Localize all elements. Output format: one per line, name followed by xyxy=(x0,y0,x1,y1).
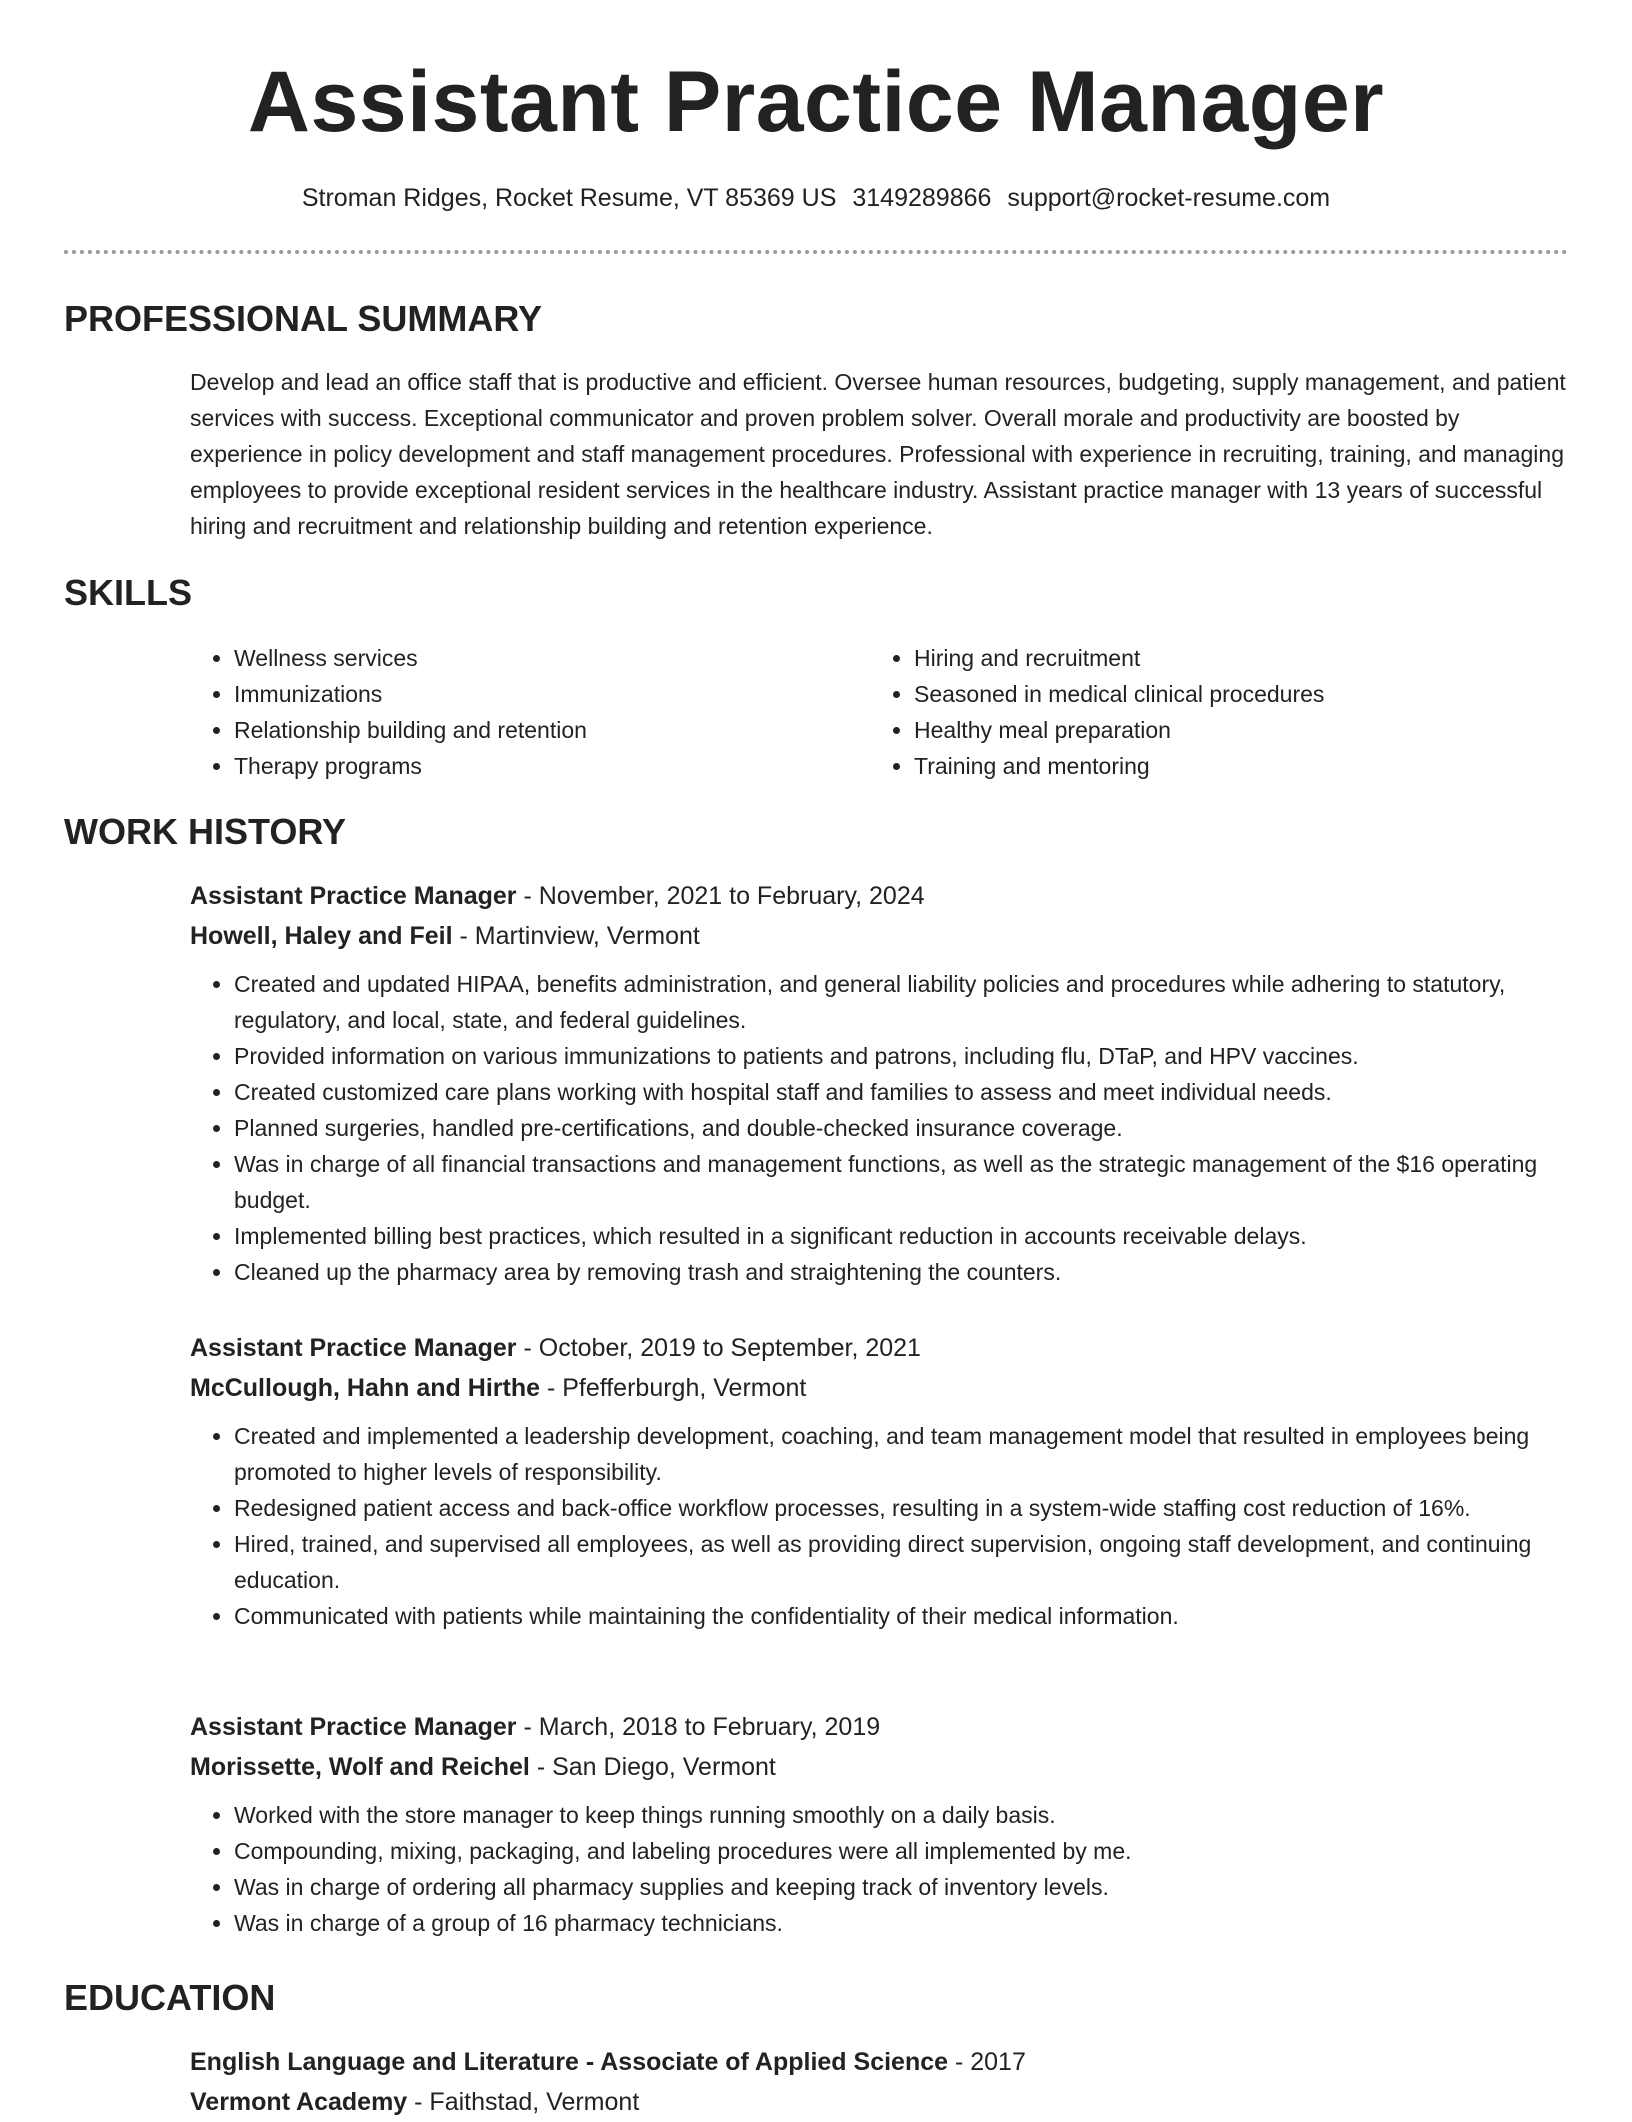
job-bullet: • Created customized care plans working with hospital staff and families to assess and meet individual needs. xyxy=(234,1074,1570,1110)
job-bullet: • Worked with the store manager to keep things running smoothly on a daily basis. xyxy=(234,1797,1570,1833)
header-divider xyxy=(64,250,1568,254)
skill-item: • Healthy meal preparation xyxy=(914,712,1550,748)
job-entry xyxy=(190,1328,1570,1634)
section-title-skills: SKILLS xyxy=(64,572,193,613)
job-company: Morissette, Wolf and Reichel xyxy=(190,1753,530,1781)
job-company-line xyxy=(190,1747,1570,1787)
summary-text: Develop and lead an office staff that is productive and efficient. Oversee human resources, budgeting, supply management, and patient services with success. Exceptional communicator and proven problem solver. Overall morale and productivity are boosted by experience in policy development and staff management procedures. Professional with experience in recruiting, training, and managing employees to provide exceptional resident services in the healthcare industry. Assistant practice manager with 13 years of successful hiring and recruitment and relationship building and retention experience. xyxy=(190,369,1566,539)
skills-column-right xyxy=(870,640,1550,784)
job-dates: - October, 2019 to September, 2021 xyxy=(516,1334,921,1362)
contact-address: Stroman Ridges, Rocket Resume, VT 85369 US xyxy=(301,184,837,212)
job-bullets xyxy=(190,966,1570,1290)
skill-item: • Hiring and recruitment xyxy=(914,640,1550,676)
skill-item: • Immunizations xyxy=(234,676,870,712)
skill-item: • Training and mentoring xyxy=(914,748,1550,784)
job-company-line xyxy=(190,1368,1570,1408)
skill-item: • Wellness services xyxy=(234,640,870,676)
section-title-work: WORK HISTORY xyxy=(64,811,347,852)
education-school-line xyxy=(190,2082,1570,2122)
job-bullet: • Hired, trained, and supervised all employees, as well as providing direct supervision, ongoing staff development, and continuing education. xyxy=(234,1526,1570,1598)
education-school: Vermont Academy xyxy=(190,2088,408,2116)
contact-phone: 3149289866 xyxy=(852,184,992,212)
skill-item: • Relationship building and retention xyxy=(234,712,870,748)
job-company: Howell, Haley and Feil xyxy=(190,922,453,950)
section-title-education: EDUCATION xyxy=(64,1977,276,2018)
job-entry xyxy=(190,876,1570,1290)
job-company-line xyxy=(190,916,1570,956)
skills-list xyxy=(190,640,1570,784)
job-role: Assistant Practice Manager xyxy=(190,882,517,910)
job-role: Assistant Practice Manager xyxy=(190,1713,517,1741)
section-title-summary: PROFESSIONAL SUMMARY xyxy=(64,298,543,339)
job-bullet: • Planned surgeries, handled pre-certifications, and double-checked insurance coverage. xyxy=(234,1110,1570,1146)
job-role-line xyxy=(190,876,1570,916)
skill-item: • Therapy programs xyxy=(234,748,870,784)
contact-email: support@rocket-resume.com xyxy=(1007,184,1331,212)
job-bullets xyxy=(190,1418,1570,1634)
education-year: - 2017 xyxy=(948,2048,1026,2076)
job-dates: - March, 2018 to February, 2019 xyxy=(516,1713,881,1741)
job-bullet: • Redesigned patient access and back-office workflow processes, resulting in a system-wide staffing cost reduction of 16%. xyxy=(234,1490,1570,1526)
job-bullet: • Compounding, mixing, packaging, and labeling procedures were all implemented by me. xyxy=(234,1833,1570,1869)
job-role-line xyxy=(190,1328,1570,1368)
job-location: - Pfefferburgh, Vermont xyxy=(540,1374,807,1402)
job-bullets xyxy=(190,1797,1570,1941)
job-bullet: • Created and implemented a leadership development, coaching, and team management model that resulted in employees being promoted to higher levels of responsibility. xyxy=(234,1418,1570,1490)
job-company: McCullough, Hahn and Hirthe xyxy=(190,1374,540,1402)
job-bullet: • Was in charge of all financial transactions and management functions, as well as the strategic management of the $16 operating budget. xyxy=(234,1146,1570,1218)
job-entry xyxy=(190,1707,1570,1941)
job-bullet: • Implemented billing best practices, which resulted in a significant reduction in accounts receivable delays. xyxy=(234,1218,1570,1254)
job-bullet: • Created and updated HIPAA, benefits administration, and general liability policies and procedures while adhering to statutory, regulatory, and local, state, and federal guidelines. xyxy=(234,966,1570,1038)
candidate-name: Assistant Practice Manager xyxy=(247,54,1385,150)
job-bullet: • Was in charge of a group of 16 pharmacy technicians. xyxy=(234,1905,1570,1941)
skills-column-left xyxy=(190,640,870,784)
job-role-line xyxy=(190,1707,1570,1747)
job-location: - San Diego, Vermont xyxy=(529,1753,776,1781)
education-entry xyxy=(190,2042,1570,2122)
job-location: - Martinview, Vermont xyxy=(452,922,700,950)
education-degree-line xyxy=(190,2042,1570,2082)
job-role: Assistant Practice Manager xyxy=(190,1334,517,1362)
contact-line xyxy=(0,180,1632,216)
job-bullet: • Was in charge of ordering all pharmacy supplies and keeping track of inventory levels. xyxy=(234,1869,1570,1905)
education-degree: English Language and Literature - Associate of Applied Science xyxy=(190,2048,949,2076)
job-dates: - November, 2021 to February, 2024 xyxy=(516,882,925,910)
education-location: - Faithstad, Vermont xyxy=(407,2088,640,2116)
job-bullet: • Communicated with patients while maintaining the confidentiality of their medical information. xyxy=(234,1598,1570,1634)
job-bullet: • Provided information on various immunizations to patients and patrons, including flu, DTaP, and HPV vaccines. xyxy=(234,1038,1570,1074)
job-bullet: • Cleaned up the pharmacy area by removing trash and straightening the counters. xyxy=(234,1254,1570,1290)
skill-item: • Seasoned in medical clinical procedures xyxy=(914,676,1550,712)
